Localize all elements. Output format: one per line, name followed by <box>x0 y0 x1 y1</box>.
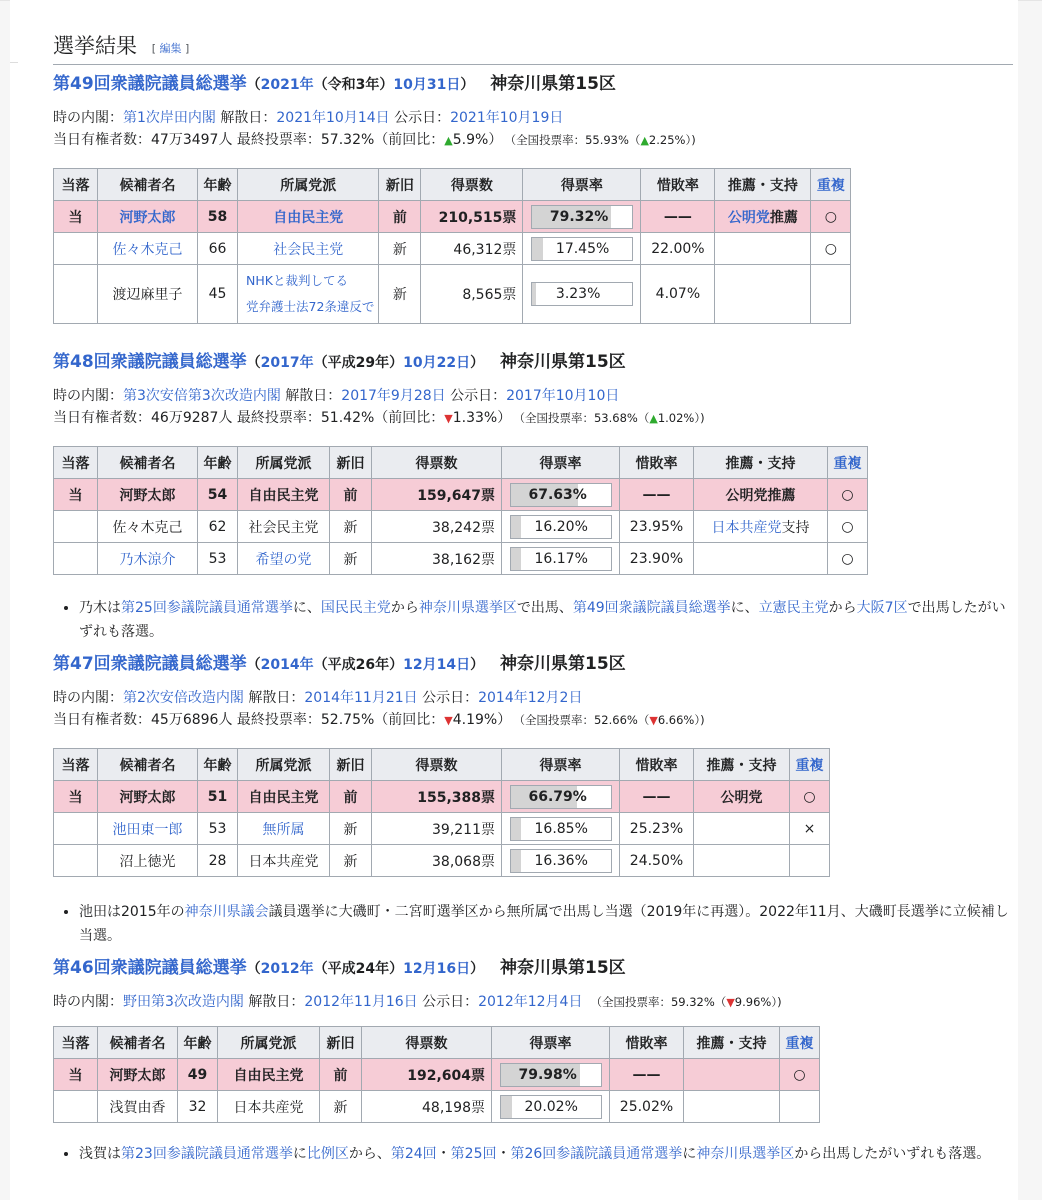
national-turnout: （全国投票率：59.32%（▼9.96%）) <box>590 995 782 1009</box>
column-header: 候補者名 <box>98 749 198 781</box>
note-link[interactable]: 立憲民主党 <box>758 600 829 616</box>
district-name: 神奈川県第15区 <box>494 958 626 978</box>
age-cell: 62 <box>198 511 238 543</box>
left-margin-mark <box>10 62 18 63</box>
down-arrow-icon: ▼ <box>444 412 453 425</box>
note-link[interactable]: 神奈川県議会 <box>184 904 269 920</box>
table-row <box>54 813 830 845</box>
results-table <box>53 446 868 575</box>
heading-rule <box>53 64 1013 65</box>
result-cell: 当 <box>54 1059 98 1091</box>
rate-value: 3.23% <box>555 286 601 302</box>
rate-value: 16.85% <box>534 820 588 837</box>
rate-value: 17.45% <box>555 240 610 257</box>
rate-bar <box>531 205 633 229</box>
table-row <box>54 1091 820 1123</box>
cabinet-info: 時の内閣：野田第3次改造内閣 解散日：2012年11月16日 公示日：2012年12月4日 （全国投票率：59.32%（▼9.96%）) <box>53 994 782 1010</box>
dissolution-link[interactable]: 2021年10月14日 <box>276 110 390 126</box>
note-link[interactable]: 神奈川県選挙区 <box>696 1146 795 1162</box>
date-link[interactable]: 12月14日 <box>403 657 471 673</box>
candidate-link[interactable]: 乃木涼介 <box>119 551 176 568</box>
election-section <box>53 350 1013 430</box>
column-header: 得票数 <box>372 749 502 781</box>
age-cell: 58 <box>198 201 238 233</box>
rate-cell <box>523 233 641 265</box>
table-row <box>54 265 851 324</box>
election-link[interactable]: 第48回衆議院議員総選挙 <box>53 352 247 372</box>
column-header: 推薦・支持 <box>694 749 790 781</box>
support-link[interactable]: 日本共産党 <box>711 519 782 536</box>
election-date: （2014年（平成26年）12月14日） <box>246 657 485 673</box>
result-cell <box>54 813 98 845</box>
support-cell <box>715 233 811 265</box>
rate-cell <box>502 845 620 877</box>
note-link[interactable]: 第24回 <box>390 1146 437 1162</box>
column-header: 推薦・支持 <box>715 169 811 201</box>
candidate-link[interactable]: 佐々木克己 <box>112 241 183 258</box>
party-cell <box>238 233 379 265</box>
note-link[interactable]: 比例区 <box>306 1146 349 1162</box>
status-cell: 新 <box>320 1091 362 1123</box>
sekihai-cell: 22.00% <box>641 233 715 265</box>
column-header: 新旧 <box>330 749 372 781</box>
table-row <box>54 1059 820 1091</box>
candidate-name <box>98 201 198 233</box>
column-header <box>811 169 851 201</box>
column-header: 候補者名 <box>98 1027 178 1059</box>
date-link[interactable]: 10月22日 <box>403 355 471 371</box>
announce-link[interactable]: 2014年12月2日 <box>478 690 583 706</box>
cabinet-info: 時の内閣：第3次安倍第3次改造内閣 解散日：2017年9月28日 公示日：2017年10月10日 <box>53 388 620 404</box>
rate-cell <box>523 265 641 324</box>
party-link[interactable]: 社会民主党 <box>273 241 344 258</box>
rate-cell <box>502 781 620 813</box>
rate-bar <box>510 483 612 507</box>
party-cell: 自由民主党 <box>238 479 330 511</box>
age-cell: 32 <box>178 1091 218 1123</box>
result-cell <box>54 511 98 543</box>
candidate-name <box>98 543 198 575</box>
age-cell: 66 <box>198 233 238 265</box>
table-header-row <box>54 169 851 201</box>
up-arrow-icon: ▲ <box>444 134 453 147</box>
year-link[interactable]: 2017年 <box>260 355 314 371</box>
table-header-row <box>54 1027 820 1059</box>
status-cell: 前 <box>379 201 421 233</box>
election-title <box>53 350 1013 375</box>
year-link[interactable]: 2021年 <box>260 77 314 93</box>
votes-cell: 159,647票 <box>372 479 502 511</box>
party-cell: 日本共産党 <box>238 845 330 877</box>
duplicate-cell: ○ <box>828 511 868 543</box>
up-arrow-icon: ▲ <box>640 134 649 147</box>
sekihai-cell: —— <box>641 201 715 233</box>
national-change: ▼6.66% <box>649 713 695 727</box>
sekihai-cell: —— <box>610 1059 684 1091</box>
rate-bar <box>510 515 612 539</box>
rate-cell <box>502 479 620 511</box>
column-header: 得票率 <box>502 447 620 479</box>
year-link[interactable]: 2012年 <box>260 961 314 977</box>
party-link[interactable]: NHKと裁判してる 党弁護士法72条違反で <box>246 273 375 314</box>
rate-bar <box>531 282 633 306</box>
result-cell: 当 <box>54 201 98 233</box>
column-header: 当落 <box>54 169 98 201</box>
party-link[interactable]: 自由民主党 <box>273 209 344 226</box>
table-row <box>54 845 830 877</box>
column-header: 得票率 <box>492 1027 610 1059</box>
column-header: 得票数 <box>372 447 502 479</box>
party-cell <box>238 201 379 233</box>
candidate-name: 佐々木克己 <box>98 511 198 543</box>
election-date: （2021年（令和3年）10月31日） <box>246 77 475 93</box>
election-date: （2017年（平成29年）10月22日） <box>246 355 485 371</box>
duplicate-link[interactable]: 重複 <box>795 757 824 774</box>
support-cell <box>684 1059 780 1091</box>
rate-bar <box>500 1063 602 1087</box>
table-header-row <box>54 447 868 479</box>
date-link[interactable]: 12月16日 <box>403 961 471 977</box>
date-link[interactable]: 10月31日 <box>393 77 461 93</box>
candidate-name: 河野太郎 <box>98 781 198 813</box>
duplicate-cell: ○ <box>828 479 868 511</box>
rate-bar <box>510 817 612 841</box>
duplicate-cell: ○ <box>790 781 830 813</box>
support-cell: 公明党推薦 <box>694 479 828 511</box>
column-header: 得票率 <box>523 169 641 201</box>
duplicate-cell <box>780 1091 820 1123</box>
column-header: 年齢 <box>178 1027 218 1059</box>
rate-value: 16.36% <box>534 852 588 869</box>
table-row <box>54 781 830 813</box>
election-section <box>53 956 1013 1014</box>
rate-cell <box>502 543 620 575</box>
column-header: 所属党派 <box>218 1027 320 1059</box>
national-turnout: （全国投票率：55.93%（▲2.25%）) <box>510 133 696 147</box>
cabinet-info: 時の内閣：第2次安倍改造内閣 解散日：2014年11月21日 公示日：2014年12月2日 <box>53 690 583 706</box>
column-header: 所属党派 <box>238 749 330 781</box>
table-row <box>54 201 851 233</box>
votes-cell: 8,565票 <box>421 265 523 324</box>
election-section <box>53 72 1013 152</box>
candidate-link[interactable]: 河野太郎 <box>119 209 176 226</box>
election-link[interactable]: 第46回衆議院議員総選挙 <box>53 958 247 978</box>
candidate-name: 渡辺麻里子 <box>98 265 198 324</box>
support-cell <box>694 845 790 877</box>
age-cell: 53 <box>198 543 238 575</box>
party-cell: 日本共産党 <box>218 1091 320 1123</box>
party-cell <box>238 543 330 575</box>
candidate-link[interactable]: 池田東一郎 <box>112 821 183 838</box>
column-header: 所属党派 <box>238 169 379 201</box>
column-header: 年齢 <box>198 749 238 781</box>
election-link[interactable]: 第49回衆議院議員総選挙 <box>53 74 247 94</box>
sekihai-cell: —— <box>620 781 694 813</box>
sekihai-cell: 23.95% <box>620 511 694 543</box>
column-header: 惜敗率 <box>610 1027 684 1059</box>
party-cell: 自由民主党 <box>238 781 330 813</box>
status-cell: 前 <box>330 781 372 813</box>
national-change: ▲1.02% <box>649 411 695 425</box>
cabinet-info: 時の内閣：第1次岸田内閣 解散日：2021年10月14日 公示日：2021年10月19日 <box>53 110 564 126</box>
party-link[interactable]: 無所属 <box>262 821 305 838</box>
results-table <box>53 1026 820 1123</box>
duplicate-cell <box>790 845 830 877</box>
age-cell: 28 <box>198 845 238 877</box>
status-cell: 新 <box>379 233 421 265</box>
table-row <box>54 543 868 575</box>
column-header: 新旧 <box>330 447 372 479</box>
results-table <box>53 168 851 324</box>
rate-cell <box>523 201 641 233</box>
table-header-row <box>54 749 830 781</box>
duplicate-cell: ○ <box>780 1059 820 1091</box>
votes-cell: 48,198票 <box>362 1091 492 1123</box>
sekihai-cell: 23.90% <box>620 543 694 575</box>
election-date: （2012年（平成24年）12月16日） <box>246 961 485 977</box>
edit-link[interactable]: 編集 <box>159 41 182 55</box>
rate-bar <box>510 547 612 571</box>
turnout-change: ▼1.33% <box>444 410 498 426</box>
sekihai-cell: 25.23% <box>620 813 694 845</box>
support-cell <box>715 265 811 324</box>
notes-list <box>53 1142 1009 1166</box>
down-arrow-icon: ▼ <box>649 714 658 727</box>
result-cell <box>54 1091 98 1123</box>
announce-link[interactable]: 2021年10月19日 <box>450 110 564 126</box>
column-header: 候補者名 <box>98 447 198 479</box>
note-link[interactable]: 国民民主党 <box>320 600 391 616</box>
age-cell: 53 <box>198 813 238 845</box>
election-title <box>53 956 1013 981</box>
column-header: 当落 <box>54 749 98 781</box>
column-header: 惜敗率 <box>641 169 715 201</box>
rate-bar <box>510 785 612 809</box>
votes-cell: 38,162票 <box>372 543 502 575</box>
rate-value: 16.20% <box>534 518 588 535</box>
up-arrow-icon: ▲ <box>649 412 658 425</box>
cabinet-link[interactable]: 野田第3次改造内閣 <box>123 994 244 1010</box>
article-page <box>10 0 1018 1200</box>
column-header: 所属党派 <box>238 447 330 479</box>
turnout-info: 当日有権者数：45万6896人 最終投票率：52.75%（前回比：▼4.19%） （全国投票率：52.66%（▼6.66%）) <box>53 712 705 728</box>
rate-bar <box>500 1095 602 1119</box>
sekihai-cell: —— <box>620 479 694 511</box>
candidate-name <box>98 233 198 265</box>
duplicate-cell: ○ <box>811 233 851 265</box>
down-arrow-icon: ▼ <box>444 714 453 727</box>
candidate-name: 河野太郎 <box>98 479 198 511</box>
announce-link[interactable]: 2012年12月4日 <box>478 994 583 1010</box>
support-cell <box>684 1091 780 1123</box>
table-row <box>54 511 868 543</box>
result-cell <box>54 233 98 265</box>
national-change: ▲2.25% <box>640 133 686 147</box>
status-cell: 新 <box>330 511 372 543</box>
candidate-name: 河野太郎 <box>98 1059 178 1091</box>
votes-cell: 192,604票 <box>362 1059 492 1091</box>
column-header <box>780 1027 820 1059</box>
support-cell <box>694 543 828 575</box>
district-name: 神奈川県第15区 <box>494 352 626 372</box>
column-header: 新旧 <box>320 1027 362 1059</box>
election-section <box>53 652 1013 732</box>
result-cell <box>54 265 98 324</box>
column-header: 推薦・支持 <box>694 447 828 479</box>
column-header: 得票率 <box>502 749 620 781</box>
party-cell <box>238 813 330 845</box>
note-link[interactable]: 第26回参議院議員通常選挙 <box>510 1146 683 1162</box>
support-link[interactable]: 公明党 <box>727 209 770 226</box>
status-cell: 新 <box>330 813 372 845</box>
status-cell: 新 <box>379 265 421 324</box>
result-cell <box>54 845 98 877</box>
turnout-change: ▼4.19% <box>444 712 498 728</box>
candidate-name: 浅賀由香 <box>98 1091 178 1123</box>
rate-value: 79.32% <box>549 208 609 225</box>
duplicate-cell <box>811 265 851 324</box>
votes-cell: 38,068票 <box>372 845 502 877</box>
support-cell: 公明党推薦 <box>715 201 811 233</box>
rate-value: 67.63% <box>528 486 587 503</box>
column-header: 得票数 <box>421 169 523 201</box>
rate-value: 20.02% <box>524 1098 578 1115</box>
votes-cell: 210,515票 <box>421 201 523 233</box>
table-row <box>54 479 868 511</box>
down-arrow-icon: ▼ <box>726 996 735 1009</box>
edit-section: [ 編集 ] <box>151 41 190 55</box>
result-cell <box>54 543 98 575</box>
rate-value: 79.98% <box>518 1066 577 1083</box>
national-turnout: （全国投票率：52.66%（▼6.66%）) <box>519 713 705 727</box>
duplicate-cell: ○ <box>828 543 868 575</box>
sekihai-cell: 25.02% <box>610 1091 684 1123</box>
turnout-info: 当日有権者数：46万9287人 最終投票率：51.42%（前回比：▼1.33%） （全国投票率：53.68%（▲1.02%）) <box>53 410 705 426</box>
age-cell: 45 <box>198 265 238 324</box>
rate-bar <box>510 849 612 873</box>
note-link[interactable]: 大阪7区 <box>856 600 908 616</box>
age-cell: 49 <box>178 1059 218 1091</box>
column-header: 新旧 <box>379 169 421 201</box>
table-row <box>54 233 851 265</box>
age-cell: 54 <box>198 479 238 511</box>
duplicate-link[interactable]: 重複 <box>785 1035 814 1052</box>
dissolution-link[interactable]: 2017年9月28日 <box>341 388 446 404</box>
status-cell: 新 <box>330 845 372 877</box>
rate-cell <box>502 813 620 845</box>
announce-link[interactable]: 2017年10月10日 <box>506 388 620 404</box>
candidate-name: 沼上徳光 <box>98 845 198 877</box>
sekihai-cell: 24.50% <box>620 845 694 877</box>
district-name: 神奈川県第15区 <box>494 654 626 674</box>
column-header: 惜敗率 <box>620 447 694 479</box>
column-header: 年齢 <box>198 169 238 201</box>
notes-list <box>53 596 1009 644</box>
turnout-change: ▲5.9% <box>444 132 489 148</box>
duplicate-cell: ○ <box>811 201 851 233</box>
candidate-name <box>98 813 198 845</box>
column-header <box>790 749 830 781</box>
column-header: 当落 <box>54 447 98 479</box>
votes-cell: 46,312票 <box>421 233 523 265</box>
party-cell <box>238 265 379 324</box>
national-turnout: （全国投票率：53.68%（▲1.02%）) <box>519 411 705 425</box>
note-item: • 池田は2015年の神奈川県議会議員選挙に大磯町・二宮町選挙区から無所属で出馬し当選（2019年に再選）。2022年11月、大磯町長選挙に立候補し当選。 <box>79 900 1009 948</box>
note-link[interactable]: 第49回衆議院議員総選挙 <box>572 600 731 616</box>
support-cell: 日本共産党支持 <box>694 511 828 543</box>
rate-cell <box>502 511 620 543</box>
results-table <box>53 748 830 877</box>
column-header: 得票数 <box>362 1027 492 1059</box>
votes-cell: 155,388票 <box>372 781 502 813</box>
status-cell: 前 <box>320 1059 362 1091</box>
note-link[interactable]: 第23回参議院議員通常選挙 <box>121 1146 293 1162</box>
election-link[interactable]: 第47回衆議院議員総選挙 <box>53 654 247 674</box>
note-item: • 乃木は第25回参議院議員通常選挙に、国民民主党から神奈川県選挙区で出馬、第49回衆議院議員総選挙に、立憲民主党から大阪7区で出馬したがいずれも落選。 <box>79 596 1009 644</box>
column-header: 候補者名 <box>98 169 198 201</box>
note-link[interactable]: 第25回 <box>450 1146 497 1162</box>
national-change: ▼9.96% <box>726 995 772 1009</box>
column-header: 惜敗率 <box>620 749 694 781</box>
note-link[interactable]: 第25回参議院議員通常選挙 <box>121 600 293 616</box>
rate-value: 66.79% <box>528 788 587 805</box>
party-cell: 社会民主党 <box>238 511 330 543</box>
section-title: 選挙結果 <box>53 34 137 58</box>
rate-cell <box>492 1091 610 1123</box>
election-title <box>53 652 1013 677</box>
note-link[interactable]: 神奈川県選挙区 <box>418 600 517 616</box>
dissolution-link[interactable]: 2012年11月16日 <box>304 994 418 1010</box>
note-item: • 浅賀は第23回参議院議員通常選挙に比例区から、第24回・第25回・第26回参議院議員通常選挙に神奈川県選挙区から出馬したがいずれも落選。 <box>79 1142 1009 1166</box>
year-link[interactable]: 2014年 <box>260 657 314 673</box>
votes-cell: 38,242票 <box>372 511 502 543</box>
district-name: 神奈川県第15区 <box>484 74 616 94</box>
column-header: 当落 <box>54 1027 98 1059</box>
section-heading <box>53 30 1013 60</box>
duplicate-link[interactable]: 重複 <box>833 455 862 472</box>
result-cell: 当 <box>54 781 98 813</box>
cabinet-link[interactable]: 第2次安倍改造内閣 <box>123 690 244 706</box>
support-cell <box>694 813 790 845</box>
party-link[interactable]: 希望の党 <box>255 551 312 568</box>
status-cell: 前 <box>330 479 372 511</box>
rate-bar <box>531 237 633 261</box>
cabinet-link[interactable]: 第3次安倍第3次改造内閣 <box>123 388 281 404</box>
column-header <box>828 447 868 479</box>
duplicate-link[interactable]: 重複 <box>816 177 845 194</box>
column-header: 年齢 <box>198 447 238 479</box>
duplicate-cell: × <box>790 813 830 845</box>
column-header: 推薦・支持 <box>684 1027 780 1059</box>
age-cell: 51 <box>198 781 238 813</box>
result-cell: 当 <box>54 479 98 511</box>
dissolution-link[interactable]: 2014年11月21日 <box>304 690 418 706</box>
notes-list <box>53 900 1009 948</box>
election-title <box>53 72 1013 97</box>
sekihai-cell: 4.07% <box>641 265 715 324</box>
party-cell: 自由民主党 <box>218 1059 320 1091</box>
cabinet-link[interactable]: 第1次岸田内閣 <box>123 110 216 126</box>
status-cell: 新 <box>330 543 372 575</box>
votes-cell: 39,211票 <box>372 813 502 845</box>
turnout-info: 当日有権者数：47万3497人 最終投票率：57.32%（前回比：▲5.9%） （全国投票率：55.93%（▲2.25%）) <box>53 132 696 148</box>
rate-value: 16.17% <box>534 550 588 567</box>
support-cell: 公明党 <box>694 781 790 813</box>
rate-cell <box>492 1059 610 1091</box>
